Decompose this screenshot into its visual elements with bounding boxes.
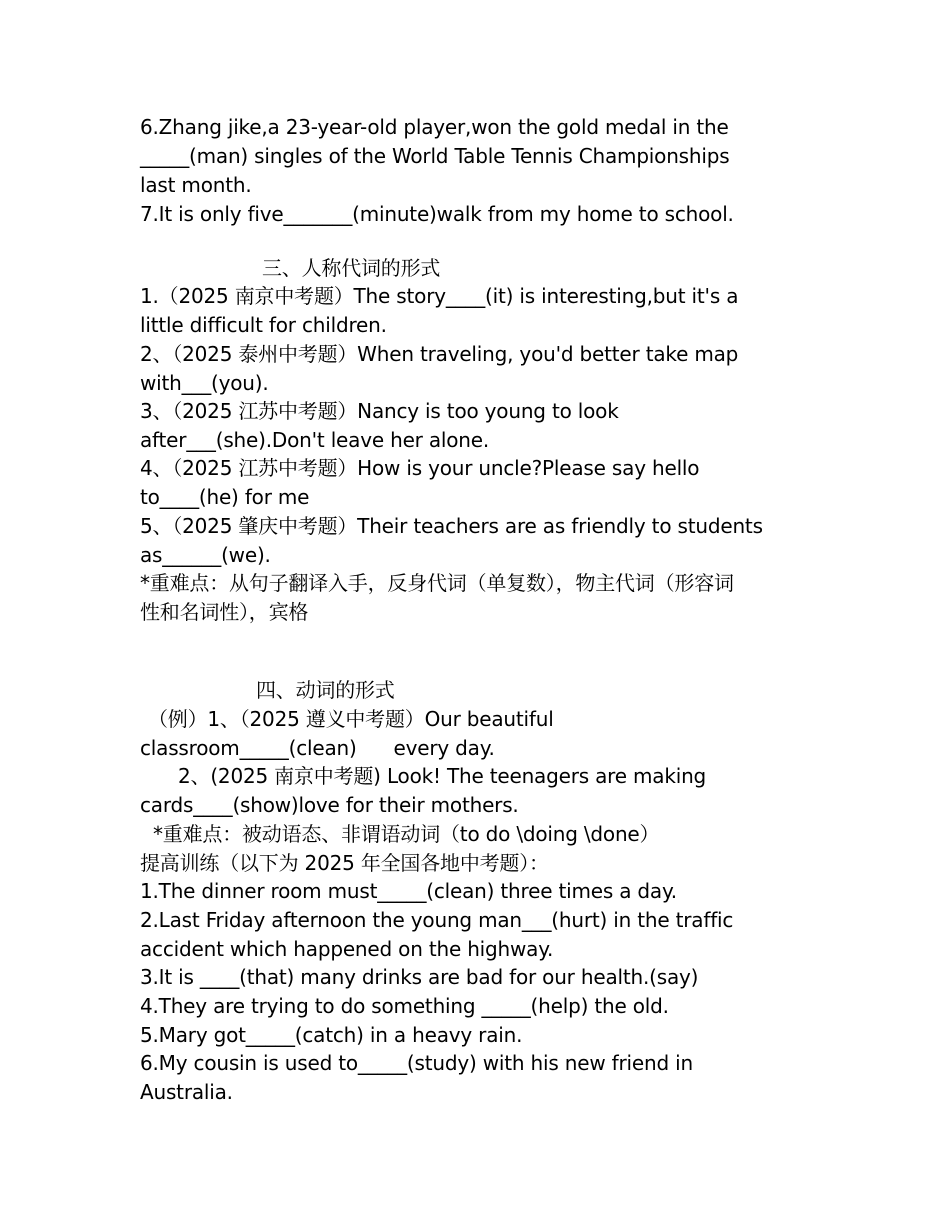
verb-example-1-line-1: （例）1、（2025 遵义中考题）Our beautiful — [148, 707, 554, 731]
practice-q3: 3.It is ____(that) many drinks are bad for our health.(say) — [140, 965, 699, 989]
exercise-7-line-1: 7.It is only five_______(minute)walk from my home to school. — [140, 202, 734, 226]
pronoun-q3-line-1: 3、（2025 江苏中考题）Nancy is too young to look — [140, 399, 619, 423]
practice-q6-line-2: Australia. — [140, 1080, 233, 1104]
section-4-heading: 四、动词的形式 — [256, 678, 395, 702]
pronoun-q1-line-2: little difficult for children. — [140, 313, 387, 337]
exercise-6-line-2: _____(man) singles of the World Table Tennis Championships — [140, 144, 730, 168]
practice-heading: 提高训练（以下为 2025 年全国各地中考题）： — [140, 851, 549, 875]
practice-q5: 5.Mary got_____(catch) in a heavy rain. — [140, 1023, 523, 1047]
pronoun-q2-line-2: with___(you). — [140, 371, 269, 395]
practice-q2-line-1: 2.Last Friday afternoon the young man___(hurt) in the traffic — [140, 908, 734, 932]
practice-q4: 4.They are trying to do something _____(help) the old. — [140, 994, 669, 1018]
pronoun-q4-line-1: 4、（2025 江苏中考题）How is your uncle?Please say hello — [140, 456, 700, 480]
pronoun-note-line-1: *重难点：从句子翻译入手，反身代词（单复数），物主代词（形容词 — [140, 571, 734, 595]
practice-q2-line-2: accident which happened on the highway. — [140, 937, 554, 961]
verb-example-2-line-1: 2、(2025 南京中考题) Look! The teenagers are making — [178, 764, 707, 788]
pronoun-q5-line-1: 5、（2025 肇庆中考题）Their teachers are as friendly to students — [140, 514, 763, 538]
practice-q1: 1.The dinner room must_____(clean) three times a day. — [140, 879, 677, 903]
verb-example-1-line-2: classroom_____(clean) every day. — [140, 736, 495, 760]
verb-example-2-line-2: cards____(show)love for their mothers. — [140, 793, 519, 817]
verb-note: *重难点：被动语态、非谓语动词（to do \doing \done） — [153, 822, 660, 846]
pronoun-q5-line-2: as______(we). — [140, 543, 271, 567]
exercise-6-line-3: last month. — [140, 173, 252, 197]
pronoun-q4-line-2: to____(he) for me — [140, 485, 310, 509]
pronoun-q1-line-1: 1.（2025 南京中考题）The story____(it) is interesting,but it's a — [140, 284, 739, 308]
exercise-6-line-1: 6.Zhang jike,a 23-year-old player,won the gold medal in the — [140, 115, 729, 139]
section-3-heading: 三、人称代词的形式 — [262, 256, 441, 280]
pronoun-note-line-2: 性和名词性），宾格 — [140, 600, 309, 624]
pronoun-q3-line-2: after___(she).Don't leave her alone. — [140, 428, 490, 452]
practice-q6-line-1: 6.My cousin is used to_____(study) with his new friend in — [140, 1051, 693, 1075]
pronoun-q2-line-1: 2、（2025 泰州中考题）When traveling, you'd better take map — [140, 342, 739, 366]
